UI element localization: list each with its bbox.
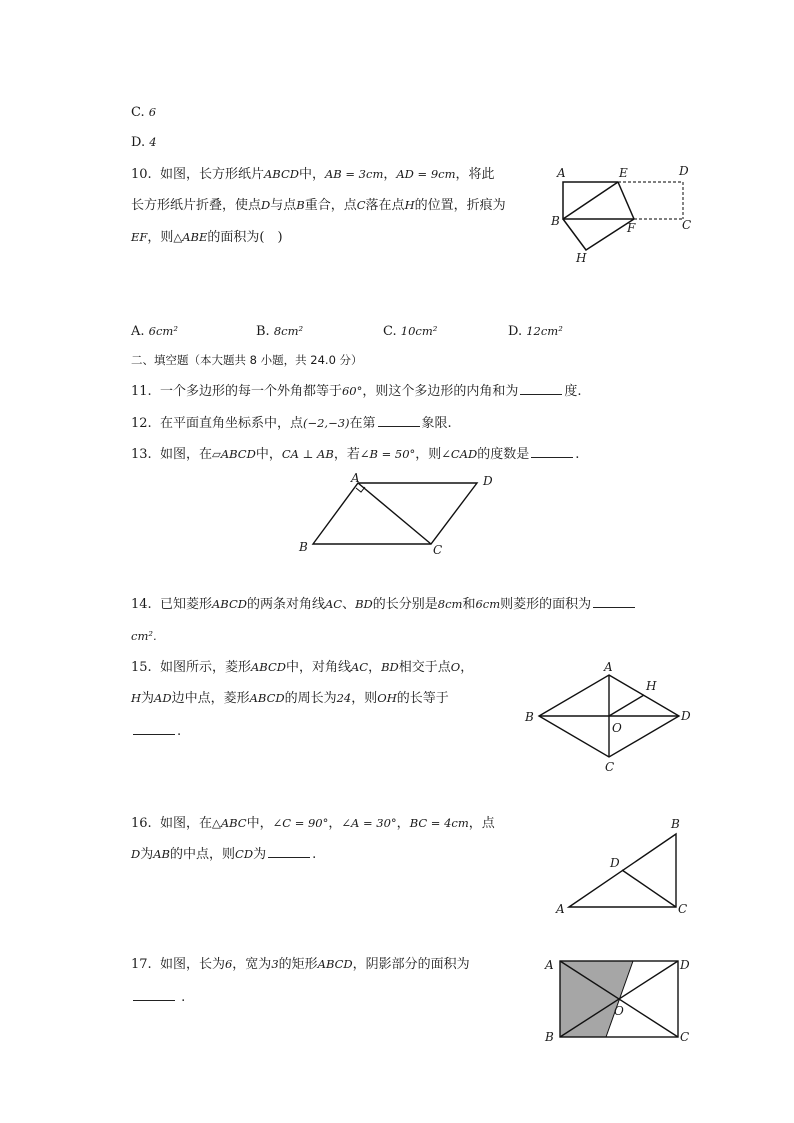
q10-label-f: F bbox=[627, 221, 636, 235]
q17-line1: 17. 如图，长为6，宽为3的矩形ABCD，阴影部分的面积为 bbox=[131, 957, 470, 972]
q15-label-o: O bbox=[612, 721, 622, 735]
q17-shaded-region bbox=[560, 961, 633, 1037]
q9-option-d: D. 4 bbox=[131, 135, 157, 150]
q10-option-a: A. 6cm² bbox=[131, 324, 178, 339]
q16-line2: D为AB的中点，则CD为 . bbox=[131, 847, 317, 862]
q13-label-c: C bbox=[433, 543, 443, 557]
q10-label-b: B bbox=[551, 214, 560, 228]
q15-label-a: A bbox=[604, 660, 613, 674]
q16-line1: 16. 如图，在△ABC中，∠C = 90°，∠A = 30°，BC = 4cm，点 bbox=[131, 816, 495, 831]
q15-label-b: B bbox=[525, 710, 534, 724]
q10-label-h: H bbox=[576, 251, 587, 265]
q10-line3: EF，则△ABE的面积为( ) bbox=[131, 230, 283, 245]
q15-label-c: C bbox=[605, 760, 615, 774]
section-header: 二、填空题（本大题共 8 小题，共 24.0 分） bbox=[131, 353, 363, 367]
q10-option-d: D. 12cm² bbox=[508, 324, 563, 339]
q13-label-d: D bbox=[483, 474, 493, 488]
q10-label-a: A bbox=[557, 166, 566, 180]
q14-line1: 14. 已知菱形ABCD的两条对角线AC、BD的长分别是8cm和6cm则菱形的面积为 bbox=[131, 595, 637, 614]
q16-label-d: D bbox=[610, 856, 620, 870]
q13-label-b: B bbox=[299, 540, 308, 554]
q10-line1: 10. 如图，长方形纸片ABCD中，AB = 3cm，AD = 9cm，将此 bbox=[131, 167, 495, 182]
q10-label-e: E bbox=[619, 166, 628, 180]
q15-line3: . bbox=[131, 722, 181, 741]
q10-label-c: C bbox=[682, 218, 692, 232]
q15-line1: 15. 如图所示，菱形ABCD中，对角线AC，BD相交于点O， bbox=[131, 660, 474, 675]
q10-line2: 长方形纸片折叠，使点D与点B重合，点C落在点H的位置，折痕为 bbox=[131, 198, 506, 213]
q16-label-c: C bbox=[678, 902, 688, 916]
q17-line2: . bbox=[131, 988, 185, 1007]
q16-label-b: B bbox=[671, 817, 680, 831]
q10-label-d: D bbox=[679, 164, 689, 178]
q12: 12. 在平面直角坐标系中，点(−2,−3)在第 象限. bbox=[131, 416, 452, 431]
q13: 13. 如图，在▱ABCD中，CA ⊥ AB，若∠B = 50°，则∠CAD的度数是 . bbox=[131, 447, 580, 462]
q17-label-d: D bbox=[680, 958, 690, 972]
q11: 11. 一个多边形的每一个外角都等于60°，则这个多边形的内角和为 度. bbox=[131, 384, 582, 399]
q9-option-c: C. 6 bbox=[131, 105, 157, 120]
q17-label-c: C bbox=[680, 1030, 690, 1044]
q15-label-h: H bbox=[646, 679, 657, 693]
q10-option-c: C. 10cm² bbox=[383, 324, 438, 339]
q16-label-a: A bbox=[556, 902, 565, 916]
q15-label-d: D bbox=[681, 709, 691, 723]
q17-label-o: O bbox=[614, 1004, 624, 1018]
q10-option-b: B. 8cm² bbox=[256, 324, 304, 339]
q13-label-a: A bbox=[351, 471, 360, 485]
q17-label-b: B bbox=[545, 1030, 554, 1044]
q15-line2: H为AD边中点，菱形ABCD的周长为24，则OH的长等于 bbox=[131, 691, 449, 706]
q14-line2: cm². bbox=[131, 629, 157, 643]
q17-label-a: A bbox=[545, 958, 554, 972]
